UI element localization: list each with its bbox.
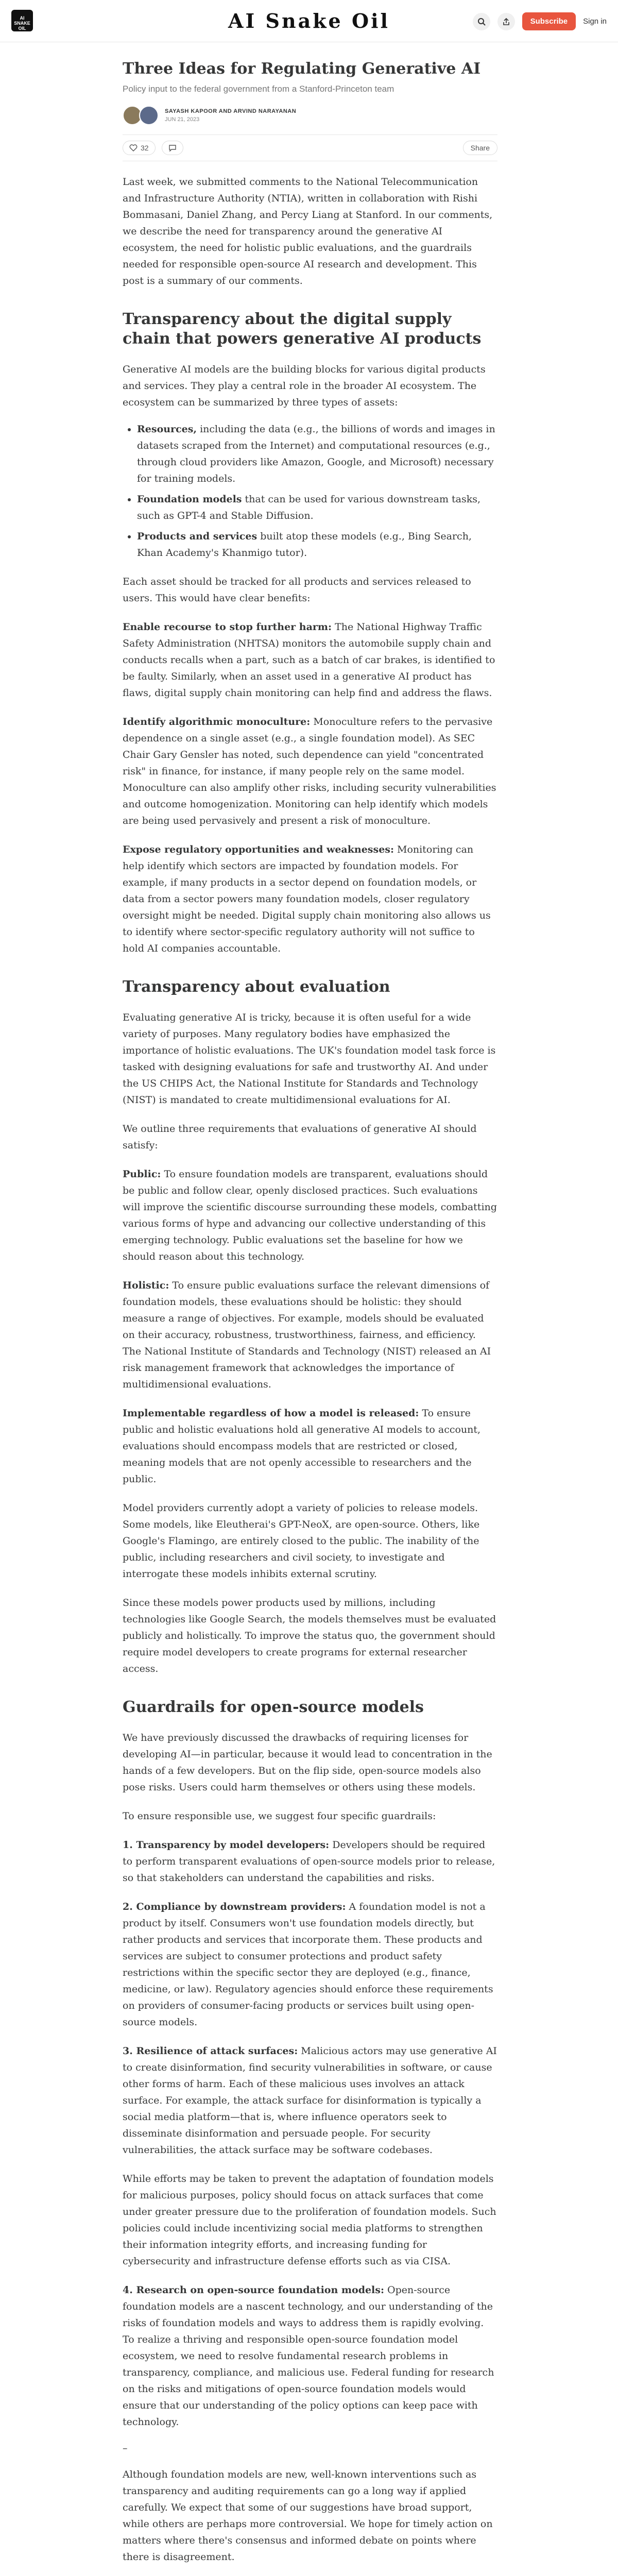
paragraph: Generative AI models are the building blocks for various digital products and services. They play a central role in the broader AI ecosystem. The ecosystem can be summarized by three types of assets: <box>123 364 486 408</box>
share-button[interactable] <box>497 13 515 30</box>
post-actions <box>123 134 497 161</box>
paragraph-text: Malicious actors may use generative AI to create disinformation, find security vulnerabilities in software, or cause other forms of harm. Each of these malicious uses involves an attack surface. For example, the attack surface for disinformation is typically a social media platform—that is, where influence operators seek to disseminate disinformation and persuade people. For security vulnerabilities, the attack surface may be software codebases. <box>123 2045 497 2156</box>
paragraph-lead: Expose regulatory opportunities and weaknesses: <box>123 844 394 855</box>
asset-list <box>123 421 497 561</box>
paragraph-text: Monitoring can help identify which sectors are impacted by foundation models. For example, if many products in a sector depend on foundation models, or data from a sector powers many foundation models, closer regulatory oversight might be needed. Digital supply chain monitoring also allows us to identify where sector-specific regulatory authority will not suffice to hold AI companies accountable. <box>123 844 491 954</box>
heart-icon <box>129 144 138 152</box>
list-item <box>137 528 497 561</box>
list-item-text: that can be used for various downstream tasks, such as GPT-4 and Stable Diffusion. <box>137 494 481 521</box>
like-button[interactable] <box>123 141 156 155</box>
paragraph-lead: Identify algorithmic monoculture: <box>123 716 311 727</box>
paragraph <box>123 1166 497 1265</box>
list-item-title: Foundation models <box>137 494 242 505</box>
byline-text <box>165 108 296 123</box>
paragraph-text: To ensure public and holistic evaluations hold all generative AI models to account, evaluations should encompass models that are restricted or closed, meaning models that are not openly accessible to researchers and the public. <box>123 1408 481 1485</box>
top-bar <box>0 0 618 42</box>
paragraph <box>123 2043 497 2158</box>
paragraph <box>123 1277 497 1393</box>
share-icon <box>502 18 510 26</box>
paragraph <box>123 1405 497 1487</box>
paragraph-lead: Enable recourse to stop further harm: <box>123 621 332 633</box>
divider: – <box>123 2443 128 2454</box>
post-body <box>123 174 497 2565</box>
logo-text: AI SNAKE OIL <box>14 15 30 31</box>
sign-in-link[interactable]: Sign in <box>583 17 607 26</box>
byline <box>123 106 497 125</box>
share-post-button[interactable]: Share <box>463 141 497 155</box>
article <box>123 59 497 2576</box>
list-item-title: Products and services <box>137 531 258 542</box>
comment-button[interactable] <box>162 141 183 155</box>
paragraph <box>123 1837 497 1886</box>
section-heading-evaluation: Transparency about evaluation <box>123 978 390 996</box>
paragraph-lead: 1. Transparency by model developers: <box>123 1839 330 1851</box>
paragraph: Evaluating generative AI is tricky, because it is often useful for a wide variety of purposes. Many regulatory bodies have emphasized the importance of holistic evaluations. The UK's foundation model task force is tasked with designing evaluations for safe and trustworthy AI. And under the US CHIPS Act, the National Institute for Standards and Technology (NIST) is mandated to create multidimensional evaluations for AI. <box>123 1012 496 1106</box>
post-actions-left <box>123 141 183 155</box>
paragraph <box>123 619 497 701</box>
paragraph: While efforts may be taken to prevent the adaptation of foundation models for malicious purposes, policy should focus on attack surfaces that come under greater pressure due to the proliferation of foundation models. Such policies could include incentivizing social media platforms to strengthen their information integrity efforts, and increasing funding for cybersecurity and infrastructure defense efforts such as via CISA. <box>123 2173 496 2267</box>
paragraph-text: A foundation model is not a product by itself. Consumers won't use foundation models directly, but rather products and services that incorporate them. These products and services are subject to consumer protections and product safety restrictions within the specific sector they are deployed (e.g., finance, medicine, or law). Regulatory agencies should enforce these requirements on providers of consumer-facing products or services built using open-source models. <box>123 1901 493 2028</box>
post-title: Three Ideas for Regulating Generative AI <box>123 60 481 78</box>
paragraph-lead: Implementable regardless of how a model is released: <box>123 1408 419 1419</box>
paragraph-text: The National Highway Traffic Safety Administration (NHTSA) monitors the automobile supply chain and conducts recalls when a part, such as a batch of car brakes, is identified to be faulty. Similarly, when an asset used in a generative AI product has flaws, digital supply chain monitoring can help find and address the flaws. <box>123 621 495 699</box>
paragraph-text: Monoculture refers to the pervasive dependence on a single asset (e.g., a single foundation model). As SEC Chair Gary Gensler has noted, such dependence can yield "concentrated risk" in finance, for instance, if many people rely on the same model. Monoculture can also amplify other risks, including security vulnerabilities and outcome homogenization. Monitoring can help identify which models are being used pervasively and present a risk of monoculture. <box>123 716 496 826</box>
paragraph: Since these models power products used by millions, including technologies like Google Search, the models themselves must be evaluated publicly and holistically. To improve the status quo, the government should require model developers to create programs for external researcher access. <box>123 1597 496 1674</box>
paragraph-lead: Holistic: <box>123 1280 169 1291</box>
paragraph-text: Open-source foundation models are a nascent technology, and our understanding of the risks of foundation models and ways to address them is rapidly evolving. To realize a thriving and responsible open-source foundation model ecosystem, we need to resolve fundamental research problems in transparency, compliance, and malicious use. Federal funding for research on the risks and mitigations of open-source foundation models would ensure that our understanding of the policy options can keep pace with technology. <box>123 2284 494 2428</box>
avatar[interactable] <box>139 106 159 125</box>
post-subtitle: Policy input to the federal government from a Stanford-Princeton team <box>123 84 394 94</box>
post-date: JUN 21, 2023 <box>165 116 200 123</box>
comment-icon <box>168 144 177 152</box>
paragraph <box>123 1899 497 2030</box>
subscribe-button[interactable]: Subscribe <box>522 12 576 30</box>
paragraph: Each asset should be tracked for all products and services released to users. This would have clear benefits: <box>123 576 471 604</box>
paragraph-lead: 3. Resilience of attack surfaces: <box>123 2045 298 2057</box>
paragraph: Although foundation models are new, well-known interventions such as transparency and auditing requirements can go a long way if applied carefully. We expect that some of our suggestions have broad support, while others are perhaps more controversial. We hope for timely action on matters where there's consensus and informed debate on points where there is disagreement. <box>123 2469 493 2563</box>
paragraph: We outline three requirements that evaluations of generative AI should satisfy: <box>123 1123 477 1151</box>
like-count: 32 <box>141 144 149 152</box>
paragraph-lead: Public: <box>123 1168 161 1180</box>
authors[interactable]: SAYASH KAPOOR AND ARVIND NARAYANAN <box>165 108 297 114</box>
paragraph-text: Developers should be required to perform transparent evaluations of open-source models prior to release, so that stakeholders can understand the capabilities and risks. <box>123 1839 495 1884</box>
top-right-actions <box>473 12 607 30</box>
paragraph <box>123 714 497 829</box>
list-item-text: built atop these models (e.g., Bing Search, Khan Academy's Khanmigo tutor). <box>137 531 472 558</box>
list-item-text: including the data (e.g., the billions of words and images in datasets scraped from the Internet) and computational resources (e.g., through cloud providers like Amazon, Google, and Microsoft) necessary for training models. <box>137 423 495 484</box>
paragraph-text: To ensure public evaluations surface the relevant dimensions of foundation models, these evaluations should be holistic: they should measure a range of objectives. For example, models should be evaluated on their accuracy, robustness, trustworthiness, fairness, and efficiency. The National Institute of Standards and Technology (NIST) released an AI risk management framework that acknowledges the importance of multidimensional evaluations. <box>123 1280 491 1390</box>
paragraph <box>123 2282 497 2430</box>
list-item <box>137 421 497 487</box>
site-title[interactable]: AI Snake Oil <box>228 9 390 32</box>
author-avatars <box>123 106 159 125</box>
paragraph-text: To ensure foundation models are transparent, evaluations should be public and follow clear, openly disclosed practices. Such evaluations will improve the scientific discourse surrounding these models, combatting various forms of hype and advancing our collective understanding of this emerging technology. Public evaluations set the baseline for how we should reason about this technology. <box>123 1168 497 1262</box>
list-item <box>137 491 497 524</box>
section-heading-supply-chain: Transparency about the digital supply chain that powers generative AI products <box>123 310 482 348</box>
paragraph-lead: 4. Research on open-source foundation models: <box>123 2284 384 2296</box>
paragraph: We have previously discussed the drawbacks of requiring licenses for developing AI—in particular, because it would lead to concentration in the hands of a few developers. But on the flip side, open-source models also pose risks. Users could harm themselves or others using these models. <box>123 1732 492 1793</box>
list-item-title: Resources, <box>137 423 197 435</box>
paragraph: To ensure responsible use, we suggest four specific guardrails: <box>123 1810 436 1822</box>
search-icon <box>477 18 486 26</box>
paragraph-lead: 2. Compliance by downstream providers: <box>123 1901 346 1912</box>
search-button[interactable] <box>473 13 490 30</box>
paragraph: Model providers currently adopt a variety of policies to release models. Some models, like Eleutherai's GPT-NeoX, are open-source. Others, like Google's Flamingo, are entirely closed to the public. The inability of the public, including researchers and civil society, to investigate and interrogate these models inhibits external scrutiny. <box>123 1502 480 1580</box>
intro-paragraph: Last week, we submitted comments to the National Telecommunication and Infrastructure Authority (NTIA), written in collaboration with Rishi Bommasani, Daniel Zhang, and Percy Liang at Stanford. In our comments, we describe the need for transparency around the generative AI ecosystem, the need for holistic public evaluations, and the guardrails needed for responsible open-source AI research and development. This post is a summary of our comments. <box>123 176 493 286</box>
paragraph <box>123 841 497 957</box>
section-heading-open-source: Guardrails for open-source models <box>123 1698 424 1716</box>
